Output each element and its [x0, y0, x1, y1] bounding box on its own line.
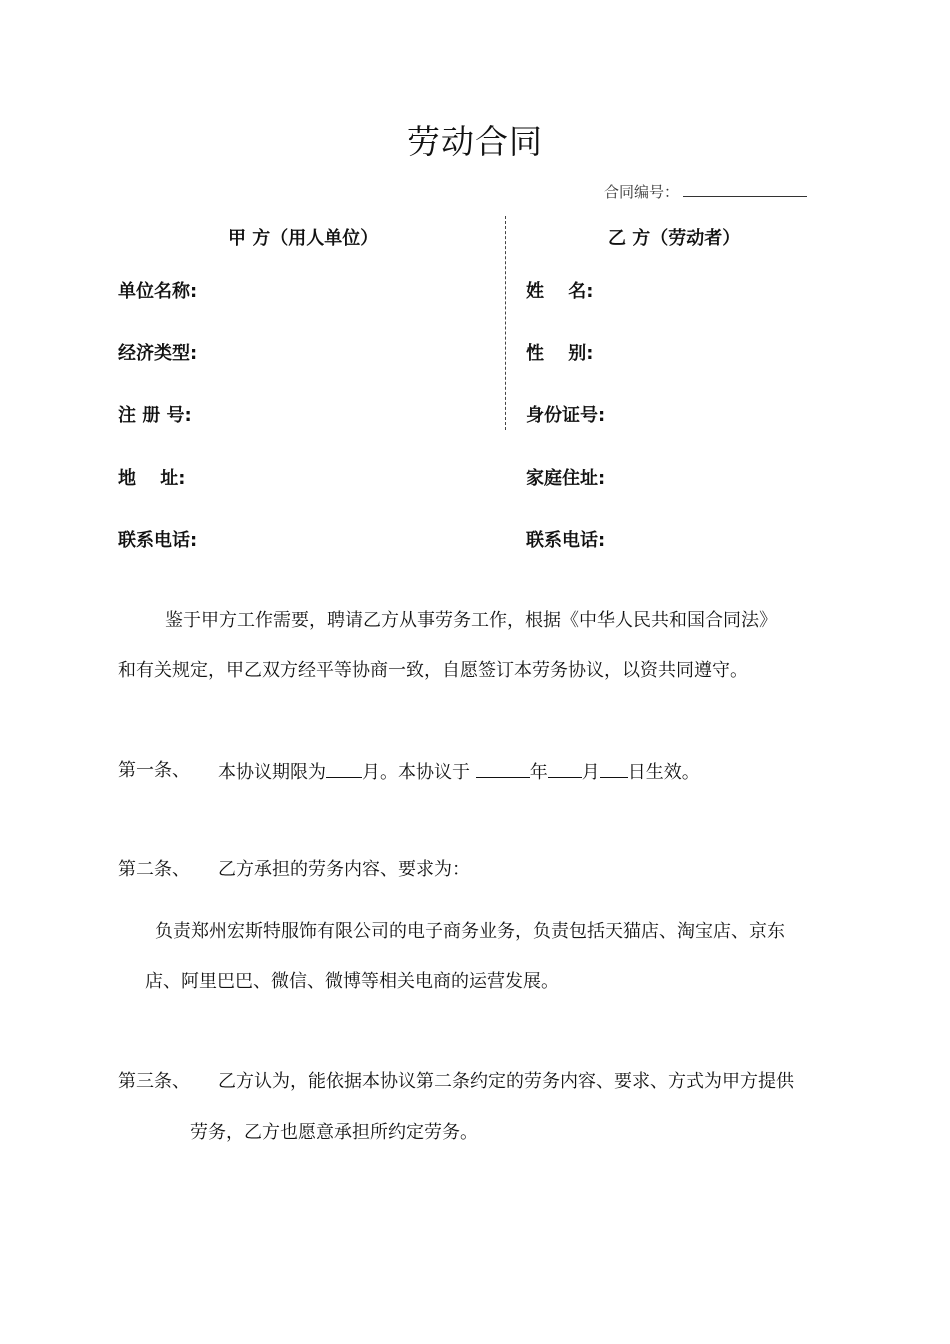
article-3-line-1: 乙方认为，能依据本协议第二条约定的劳务内容、要求、方式为甲方提供	[218, 1071, 794, 1092]
article-3-label: 第三条、	[118, 1071, 190, 1092]
preamble-line-2: 和有关规定，甲乙双方经平等协商一致，自愿签订本劳务协议，以资共同遵守。	[118, 660, 748, 681]
article-1-label: 第一条、	[118, 760, 190, 781]
article-2-detail-line-2: 店、阿里巴巴、微信、微博等相关电商的运营发展。	[145, 971, 559, 992]
party-b-phone-label: 联系电话:	[526, 530, 606, 551]
party-b-home-address-label: 家庭住址:	[526, 468, 606, 489]
article-2-text: 乙方承担的劳务内容、要求为：	[218, 859, 470, 880]
article-2-label: 第二条、	[118, 859, 190, 880]
article-2-detail-line-1: 负责郑州宏斯特服饰有限公司的电子商务业务，负责包括天猫店、淘宝店、京东	[155, 921, 785, 942]
party-a-heading: 甲 方（用人单位）	[228, 228, 379, 249]
party-b-heading: 乙 方（劳动者）	[608, 228, 741, 249]
contract-number-blank[interactable]	[683, 182, 807, 197]
contract-number	[604, 181, 807, 202]
preamble-line-1: 鉴于甲方工作需要，聘请乙方从事劳务工作，根据《中华人民共和国合同法》	[165, 610, 777, 631]
article-1-text-a: 本协议期限为	[218, 762, 326, 783]
effective-year-blank[interactable]	[476, 759, 530, 778]
article-1-text-b: 月。本协议于	[362, 762, 470, 783]
contract-number-label: 合同编号：	[604, 183, 680, 201]
party-a-address-label: 地 址:	[118, 468, 186, 489]
article-1-text-c: 年	[529, 762, 548, 783]
effective-day-blank[interactable]	[600, 759, 628, 778]
article-1-text-d: 月	[581, 762, 600, 783]
article-3-line-2: 劳务，乙方也愿意承担所约定劳务。	[190, 1122, 478, 1143]
term-months-blank[interactable]	[326, 759, 362, 778]
column-divider	[505, 216, 506, 430]
party-a-company-name-label: 单位名称:	[118, 281, 198, 302]
party-b-name-label: 姓 名:	[526, 281, 594, 302]
article-1-text	[218, 759, 700, 785]
party-b-gender-label: 性 别:	[526, 343, 594, 364]
party-a-economic-type-label: 经济类型:	[118, 343, 198, 364]
effective-month-blank[interactable]	[548, 759, 582, 778]
party-b-id-number-label: 身份证号:	[526, 405, 606, 426]
article-1-text-e: 日生效。	[627, 762, 700, 783]
party-a-phone-label: 联系电话:	[118, 530, 198, 551]
document-title: 劳动合同	[407, 122, 543, 161]
party-a-registration-number-label: 注 册 号:	[118, 405, 192, 426]
